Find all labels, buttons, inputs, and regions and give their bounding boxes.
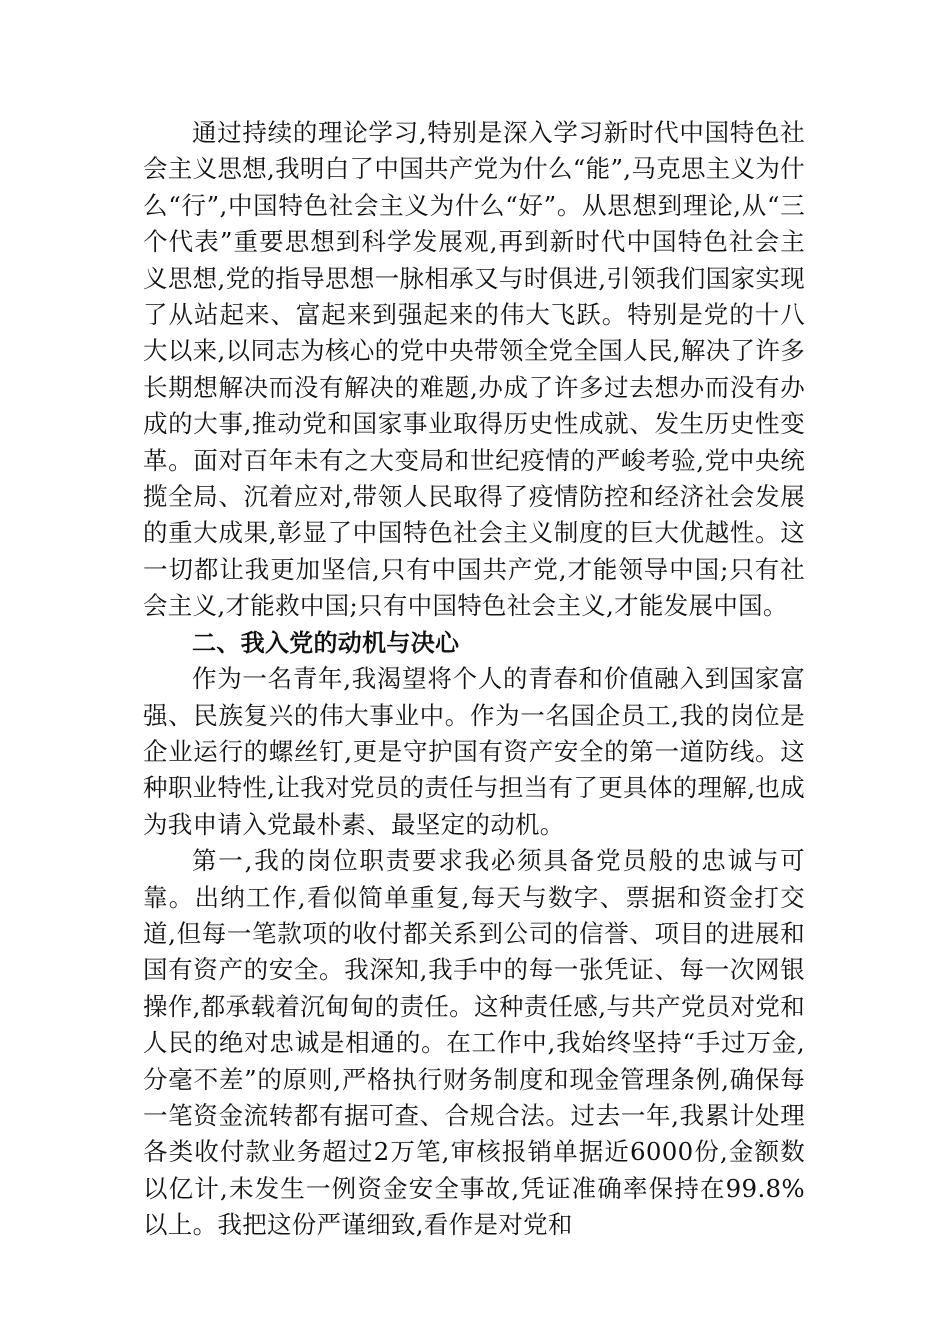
section-heading-motivation: 二、我入党的动机与决心 — [192, 628, 460, 657]
paragraph-youth-motivation: 作为一名青年,我渴望将个人的青春和价值融入到国家富强、民族复兴的伟大事业中。作为一名国企员工,我的岗位是企业运行的螺丝钉,更是守护国有资产安全的第一道防线。这种职业特性,让我对党员的责任与担当有了更具体的理解,也成为我申请入党最朴素、最坚定的动机。 — [143, 664, 805, 839]
paragraph-first-duty: 第一,我的岗位职责要求我必须具备党员般的忠诚与可靠。出纳工作,看似简单重复,每天与数字、票据和资金打交道,但每一笔款项的收付都关系到公司的信誉、项目的进展和国有资产的安全。我深知,我手中的每一张凭证、每一次网银操作,都承载着沉甸甸的责任。这种责任感,与共产党员对党和人民的绝对忠诚是相通的。在工作中,我始终坚持“手过万金,分毫不差”的原则,严格执行财务制度和现金管理条例,确保每一笔资金流转都有据可查、合规合法。过去一年,我累计处理各类收付款业务超过2万笔,审核报销单据近6000份,金额数以亿计,未发生一例资金安全事故,凭证准确率保持在99.8%以上。我把这份严谨细致,看作是对党和 — [143, 846, 805, 1240]
paragraph-theory-study: 通过持续的理论学习,特别是深入学习新时代中国特色社会主义思想,我明白了中国共产党为什么“能”,马克思主义为什么“行”,中国特色社会主义为什么“好”。从思想到理论,从“三个代表”重要思想到科学发展观,再到新时代中国特色社会主义思想,党的指导思想一脉相承又与时俱进,引领我们国家实现了从站起来、富起来到强起来的伟大飞跃。特别是党的十八大以来,以同志为核心的党中央带领全党全国人民,解决了许多长期想解决而没有解决的难题,办成了许多过去想办而没有办成的大事,推动党和国家事业取得历史性成就、发生历史性变革。面对百年未有之大变局和世纪疫情的严峻考验,党中央统揽全局、沉着应对,带领人民取得了疫情防控和经济社会发展的重大成果,彰显了中国特色社会主义制度的巨大优越性。这一切都让我更加坚信,只有中国共产党,才能领导中国;只有社会主义,才能救中国;只有中国特色社会主义,才能发展中国。 — [143, 118, 805, 621]
document-body — [143, 115, 805, 1244]
